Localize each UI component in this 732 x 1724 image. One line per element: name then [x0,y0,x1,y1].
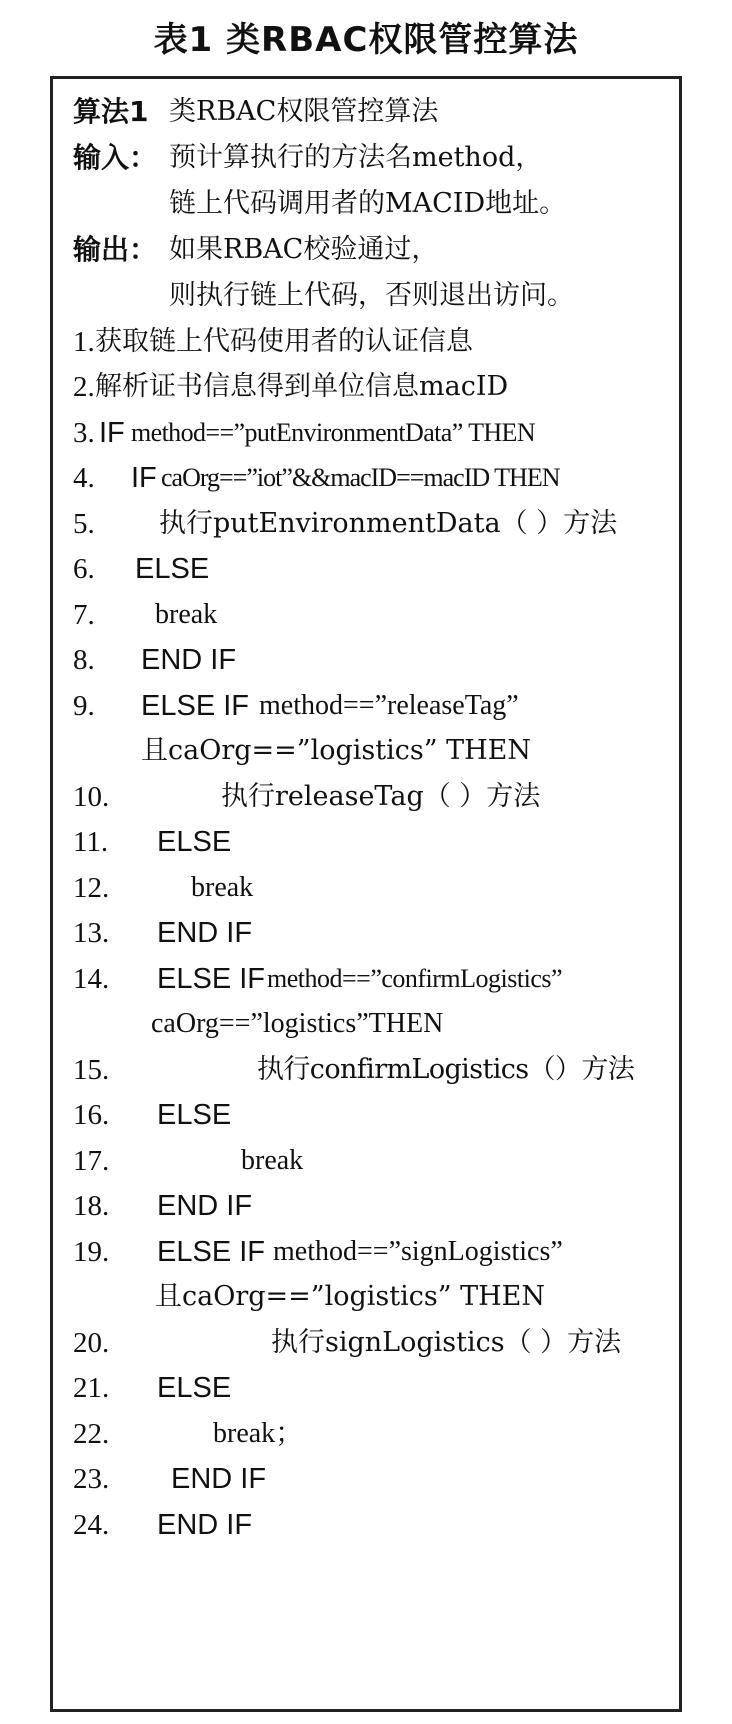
step-line [73,1090,673,1140]
step-line [73,1363,673,1413]
step-line [73,1454,673,1504]
input-line-1 [73,133,673,183]
output-text-1: 如果RBAC校验通过， [169,234,439,265]
step-line [73,1500,673,1550]
input-text-1: 预计算执行的方法名method， [169,142,543,173]
step-number: 18. [73,1190,110,1222]
step-number: 11. [73,826,109,858]
step-keyword: ELSE [157,1372,232,1404]
step-keyword: END IF [171,1463,267,1495]
step-line [73,954,673,1004]
step-number: 19. [73,1236,110,1268]
step-keyword: ELSE IF [157,963,265,995]
step-text: method==”confirmLogistics” [267,964,563,993]
step-line [73,1136,673,1186]
step-text: break [155,599,218,630]
step-text: break [241,1145,304,1176]
step-line [73,635,673,685]
step-text: method==”releaseTag” [259,690,519,721]
step-text: method==”putEnvironmentData” THEN [131,418,535,447]
step-text: method==”signLogistics” [273,1236,563,1267]
step-text: caOrg==”iot”&&macID==macID THEN [161,463,560,492]
step-line [73,453,673,503]
step-line [73,1227,673,1277]
output-text-2: 则执行链上代码，否则退出访问。 [169,280,574,311]
step-text: break； [213,1418,304,1449]
step-keyword: END IF [157,1509,253,1541]
step-number: 3. [73,417,95,449]
algorithm-name: 类RBAC权限管控算法 [169,96,439,127]
step-line [73,1318,673,1368]
output-label: 输出： [73,233,158,266]
step-line [73,1409,673,1459]
step-keyword: IF [131,462,157,494]
step-line [73,362,673,412]
step-number: 5. [73,508,95,540]
algorithm-box [50,76,682,1712]
step-line [73,772,673,822]
output-line-1 [73,225,673,275]
step-line [73,681,673,731]
step-line [73,544,673,594]
algorithm-label: 算法1 [73,95,149,128]
step-text: 执行releaseTag（ ）方法 [221,781,541,812]
step-text: break [191,872,254,903]
step-line [73,408,673,458]
step-number: 24. [73,1509,110,1541]
step-keyword: ELSE IF [141,690,249,722]
step-number: 15. [73,1054,110,1086]
step-line [73,1045,673,1095]
step-number: 7. [73,599,95,631]
step-text: 获取链上代码使用者的认证信息 [95,326,473,357]
step-continuation [73,1272,673,1322]
step-continuation [73,999,673,1049]
step-text: 执行signLogistics（ ）方法 [271,1327,622,1358]
step-number: 2. [73,371,95,403]
input-label: 输入： [73,141,158,174]
step-number: 8. [73,644,95,676]
step-line [73,863,673,913]
step-number: 10. [73,781,110,813]
step-text: 执行confirmLogistics（）方法 [257,1054,635,1085]
step-number: 16. [73,1099,110,1131]
step-keyword: END IF [141,644,237,676]
input-line-2 [73,179,673,229]
step-number: 20. [73,1327,110,1359]
step-line [73,499,673,549]
table-title: 表1 类RBAC权限管控算法 [153,20,579,60]
step-keyword: END IF [157,917,253,949]
step-number: 23. [73,1463,110,1495]
algorithm-heading [73,87,673,137]
step-keyword: ELSE [135,553,210,585]
step-line [73,817,673,867]
output-line-2 [73,271,673,321]
step-keyword: ELSE IF [157,1236,265,1268]
step-number: 13. [73,917,110,949]
step-line [73,317,673,367]
step-line [73,1181,673,1231]
step-keyword: IF [99,417,125,449]
step-number: 22. [73,1418,110,1450]
step-number: 14. [73,963,110,995]
step-continuation [73,726,673,776]
step-number: 12. [73,872,110,904]
step-text: 解析证书信息得到单位信息macID [95,371,509,402]
step-text: 且caOrg==”logistics” THEN [155,1281,545,1312]
input-text-2: 链上代码调用者的MACID地址。 [169,188,567,219]
step-number: 9. [73,690,95,722]
step-line [73,590,673,640]
step-keyword: ELSE [157,826,232,858]
step-keyword: END IF [157,1190,253,1222]
step-line [73,908,673,958]
step-text: 执行putEnvironmentData（ ）方法 [159,508,618,539]
step-number: 6. [73,553,95,585]
step-number: 21. [73,1372,110,1404]
step-number: 17. [73,1145,110,1177]
step-number: 1. [73,326,95,358]
step-number: 4. [73,462,95,494]
step-keyword: ELSE [157,1099,232,1131]
step-text: 且caOrg==”logistics” THEN [141,735,531,766]
step-text: caOrg==”logistics”THEN [151,1008,444,1039]
